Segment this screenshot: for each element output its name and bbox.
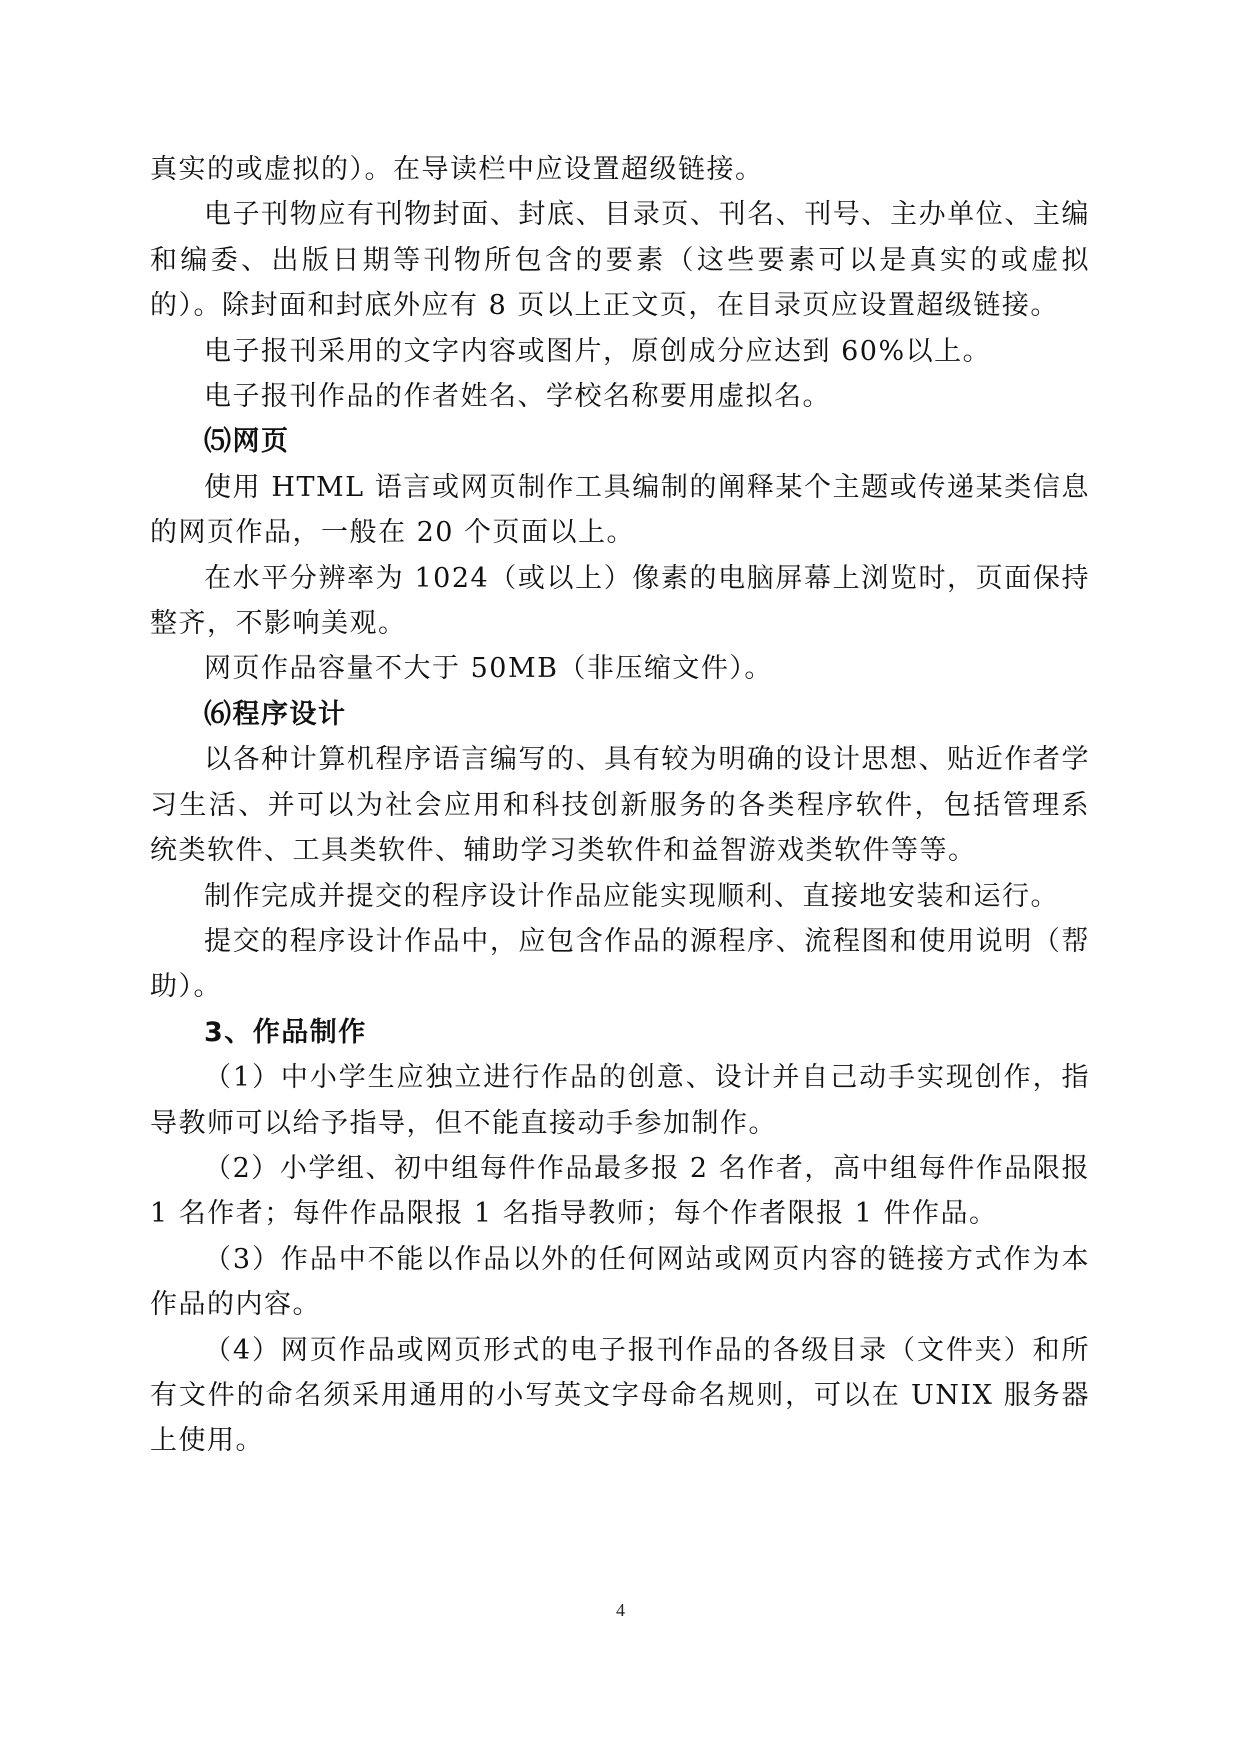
paragraph-ejournal-originality: 电子报刊采用的文字内容或图片，原创成分应达到 60%以上。 bbox=[204, 335, 992, 367]
body-text bbox=[150, 147, 1090, 1464]
paragraph-ejournal-elements: 电子刊物应有刊物封面、封底、目录页、刊名、刊号、主办单位、主编和编委、出版日期等刊物所包含的要素（这些要素可以是真实的或虚拟的）。除封面和封底外应有 8 页以上正文页，在目录页应设置超级链接。 bbox=[150, 199, 1090, 322]
heading-webpage: ⑸网页 bbox=[204, 426, 290, 458]
page-number: 4 bbox=[616, 1600, 625, 1620]
paragraph-webpage-size: 网页作品容量不大于 50MB（非压缩文件）。 bbox=[204, 653, 773, 685]
paragraph-programming-contents: 提交的程序设计作品中，应包含作品的源程序、流程图和使用说明（帮助）。 bbox=[150, 925, 1090, 1003]
paragraph-production-rule-3: （3）作品中不能以作品以外的任何网站或网页内容的链接方式作为本作品的内容。 bbox=[150, 1243, 1090, 1321]
paragraph-ejournal-names: 电子报刊作品的作者姓名、学校名称要用虚拟名。 bbox=[204, 381, 831, 413]
paragraph-continuation: 真实的或虚拟的）。在导读栏中应设置超级链接。 bbox=[150, 154, 764, 185]
paragraph-webpage-resolution: 在水平分辨率为 1024（或以上）像素的电脑屏幕上浏览时，页面保持整齐，不影响美观。 bbox=[150, 562, 1090, 640]
paragraph-production-rule-1: （1）中小学生应独立进行作品的创意、设计并自己动手实现创作，指导教师可以给予指导，但不能直接动手参加制作。 bbox=[150, 1062, 1090, 1139]
paragraph-programming-definition: 以各种计算机程序语言编写的、具有较为明确的设计思想、贴近作者学习生活、并可以为社会应用和科技创新服务的各类程序软件，包括管理系统类软件、工具类软件、辅助学习类软件和益智游戏类软件等等。 bbox=[150, 744, 1090, 867]
paragraph-webpage-definition: 使用 HTML 语言或网页制作工具编制的阐释某个主题或传递某类信息的网页作品，一般在 20 个页面以上。 bbox=[150, 471, 1090, 549]
paragraph-programming-install: 制作完成并提交的程序设计作品应能实现顺利、直接地安装和运行。 bbox=[204, 880, 1059, 912]
heading-programming: ⑹程序设计 bbox=[204, 698, 347, 730]
heading-production: 3、作品制作 bbox=[204, 1016, 367, 1048]
paragraph-production-rule-2: （2）小学组、初中组每件作品最多报 2 名作者，高中组每件作品限报 1 名作者；每件作品限报 1 名指导教师；每个作者限报 1 件作品。 bbox=[150, 1152, 1090, 1230]
paragraph-production-rule-4: （4）网页作品或网页形式的电子报刊作品的各级目录（文件夹）和所有文件的命名须采用通用的小写英文字母命名规则，可以在 UNIX 服务器上使用。 bbox=[150, 1334, 1090, 1457]
